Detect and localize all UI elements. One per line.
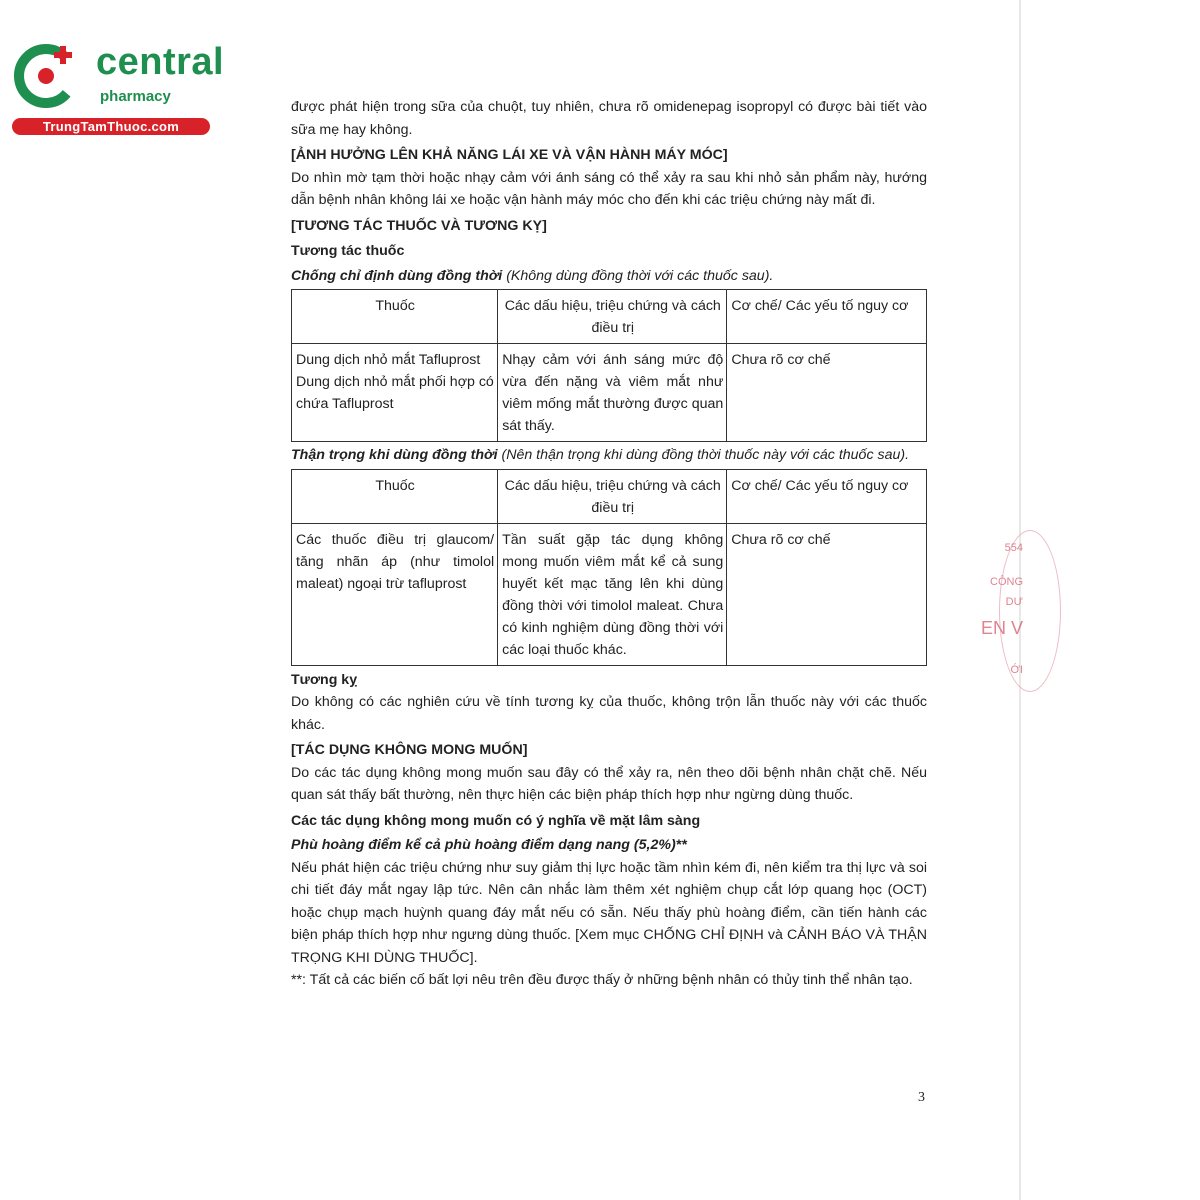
stamp-text-3: DƯ bbox=[1005, 596, 1023, 608]
macular-edema-title: Phù hoàng điểm kể cả phù hoàng điểm dạng nang (5,2%)** bbox=[291, 837, 687, 853]
adverse-subheading: Các tác dụng không mong muốn có ý nghĩa về mặt lâm sàng bbox=[291, 812, 701, 829]
cell-signs: Nhạy cảm với ánh sáng mức độ vừa đến nặng và viêm mắt như viêm mống mắt thường được quan sát thấy. bbox=[498, 344, 727, 442]
drug-line-1: Dung dịch nhỏ mắt Tafluprost bbox=[296, 352, 481, 368]
interactions-heading: [TƯƠNG TÁC THUỐC VÀ TƯƠNG KỴ] bbox=[291, 217, 547, 234]
caution-table bbox=[291, 469, 927, 666]
contraindication-title: Chống chỉ định dùng đồng thời bbox=[291, 267, 503, 284]
adverse-paragraph: Do các tác dụng không mong muốn sau đây có thể xảy ra, nên theo dõi bệnh nhân chặt chẽ. Nếu quan sát thấy bất thường, nên thực hiện các biện pháp thích hợp như ngừng dùng thuốc. bbox=[291, 764, 927, 803]
table-header-row bbox=[292, 469, 927, 523]
caution-title: Thận trọng khi dùng đồng thời bbox=[291, 447, 498, 463]
stamp-text-5: ỚI bbox=[1010, 664, 1023, 676]
drug-line-2: Dung dịch nhỏ mắt phối hợp có chứa Tafluprost bbox=[296, 374, 494, 412]
incompatibility-paragraph: Do không có các nghiên cứu về tính tương kỵ của thuốc, không trộn lẫn thuốc này với các thuốc khác. bbox=[291, 694, 927, 733]
stamp-text-1: 554 bbox=[1004, 542, 1023, 554]
page-number: 3 bbox=[918, 1090, 925, 1105]
macular-edema-paragraph: Nếu phát hiện các triệu chứng như suy giảm thị lực hoặc tầm nhìn kém đi, nên kiểm tra thị lực và soi chi tiết đáy mắt ngay lập tức. Nên cân nhắc làm thêm xét nghiệm chụp cắt lớp quang học (OCT) hoặc chụp mạch huỳnh quang đáy mắt nếu có sẵn. Nếu thấy phù hoàng điểm, cần tiến hành các biện pháp thích hợp như ngưng dùng thuốc. [Xem mục CHỐNG CHỈ ĐỊNH và CẢNH BÁO VÀ THẬN TRỌNG KHI DÙNG THUỐC]. bbox=[291, 859, 927, 966]
cell-signs: Tần suất gặp tác dụng không mong muốn viêm mắt kể cả sung huyết kết mạc tăng lên khi dùng đồng thời với timolol maleat. Chưa có kinh nghiệm dùng đồng thời với các loại thuốc khác. bbox=[498, 523, 727, 665]
stamp-text-2: CÔNG bbox=[990, 576, 1023, 588]
header-mechanism: Cơ chế/ Các yếu tố nguy cơ bbox=[727, 290, 927, 344]
cell-drug: Các thuốc điều trị glaucom/ tăng nhãn áp (như timolol maleat) ngoại trừ tafluprost bbox=[292, 523, 498, 665]
table-row bbox=[292, 523, 927, 665]
stamp-arc bbox=[999, 530, 1061, 692]
table-header-row bbox=[292, 290, 927, 344]
stamp-fragment bbox=[980, 530, 1025, 690]
cell-mechanism: Chưa rõ cơ chế bbox=[727, 523, 927, 665]
driving-paragraph: Do nhìn mờ tạm thời hoặc nhạy cảm với ánh sáng có thể xảy ra sau khi nhỏ sản phẩm này, hướng dẫn bệnh nhân không lái xe hoặc vận hành máy móc cho đến khi các triệu chứng này mất đi. bbox=[291, 169, 927, 208]
contraindication-caption bbox=[291, 265, 927, 288]
cell-drug bbox=[292, 344, 498, 442]
header-signs: Các dấu hiệu, triệu chứng và cách điều trị bbox=[498, 290, 727, 344]
logo-mark-icon bbox=[10, 38, 90, 118]
header-drug: Thuốc bbox=[292, 290, 498, 344]
logo-website: TrungTamThuoc.com bbox=[12, 118, 210, 135]
document-page bbox=[291, 96, 927, 992]
table-row bbox=[292, 344, 927, 442]
logo-subtitle: pharmacy bbox=[100, 88, 171, 105]
header-signs: Các dấu hiệu, triệu chứng và cách điều trị bbox=[498, 469, 727, 523]
contraindication-note: (Không dùng đồng thời với các thuốc sau). bbox=[502, 267, 774, 284]
adverse-heading: [TÁC DỤNG KHÔNG MONG MUỐN] bbox=[291, 742, 528, 758]
header-drug: Thuốc bbox=[292, 469, 498, 523]
interactions-subheading: Tương tác thuốc bbox=[291, 243, 405, 259]
cell-mechanism: Chưa rõ cơ chế bbox=[727, 344, 927, 442]
contraindication-table bbox=[291, 289, 927, 442]
pharmacy-logo bbox=[10, 38, 225, 138]
header-mechanism: Cơ chế/ Các yếu tố nguy cơ bbox=[727, 469, 927, 523]
incompatibility-heading: Tương kỵ bbox=[291, 671, 358, 688]
logo-name: central bbox=[96, 41, 225, 83]
caution-caption bbox=[291, 444, 927, 467]
caution-note: (Nên thận trọng khi dùng đồng thời thuốc này với các thuốc sau). bbox=[497, 447, 910, 463]
intro-paragraph: được phát hiện trong sữa của chuột, tuy nhiên, chưa rõ omidenepag isopropyl có được bài tiết vào sữa mẹ hay không. bbox=[291, 99, 927, 138]
driving-heading: [ẢNH HƯỞNG LÊN KHẢ NĂNG LÁI XE VÀ VẬN HÀNH MÁY MÓC] bbox=[291, 147, 728, 163]
footnote: **: Tất cả các biến cố bất lợi nêu trên đều được thấy ở những bệnh nhân có thủy tinh thể nhân tạo. bbox=[291, 972, 913, 988]
macular-edema-caption bbox=[291, 834, 927, 857]
stamp-text-4: EN V bbox=[980, 618, 1023, 638]
